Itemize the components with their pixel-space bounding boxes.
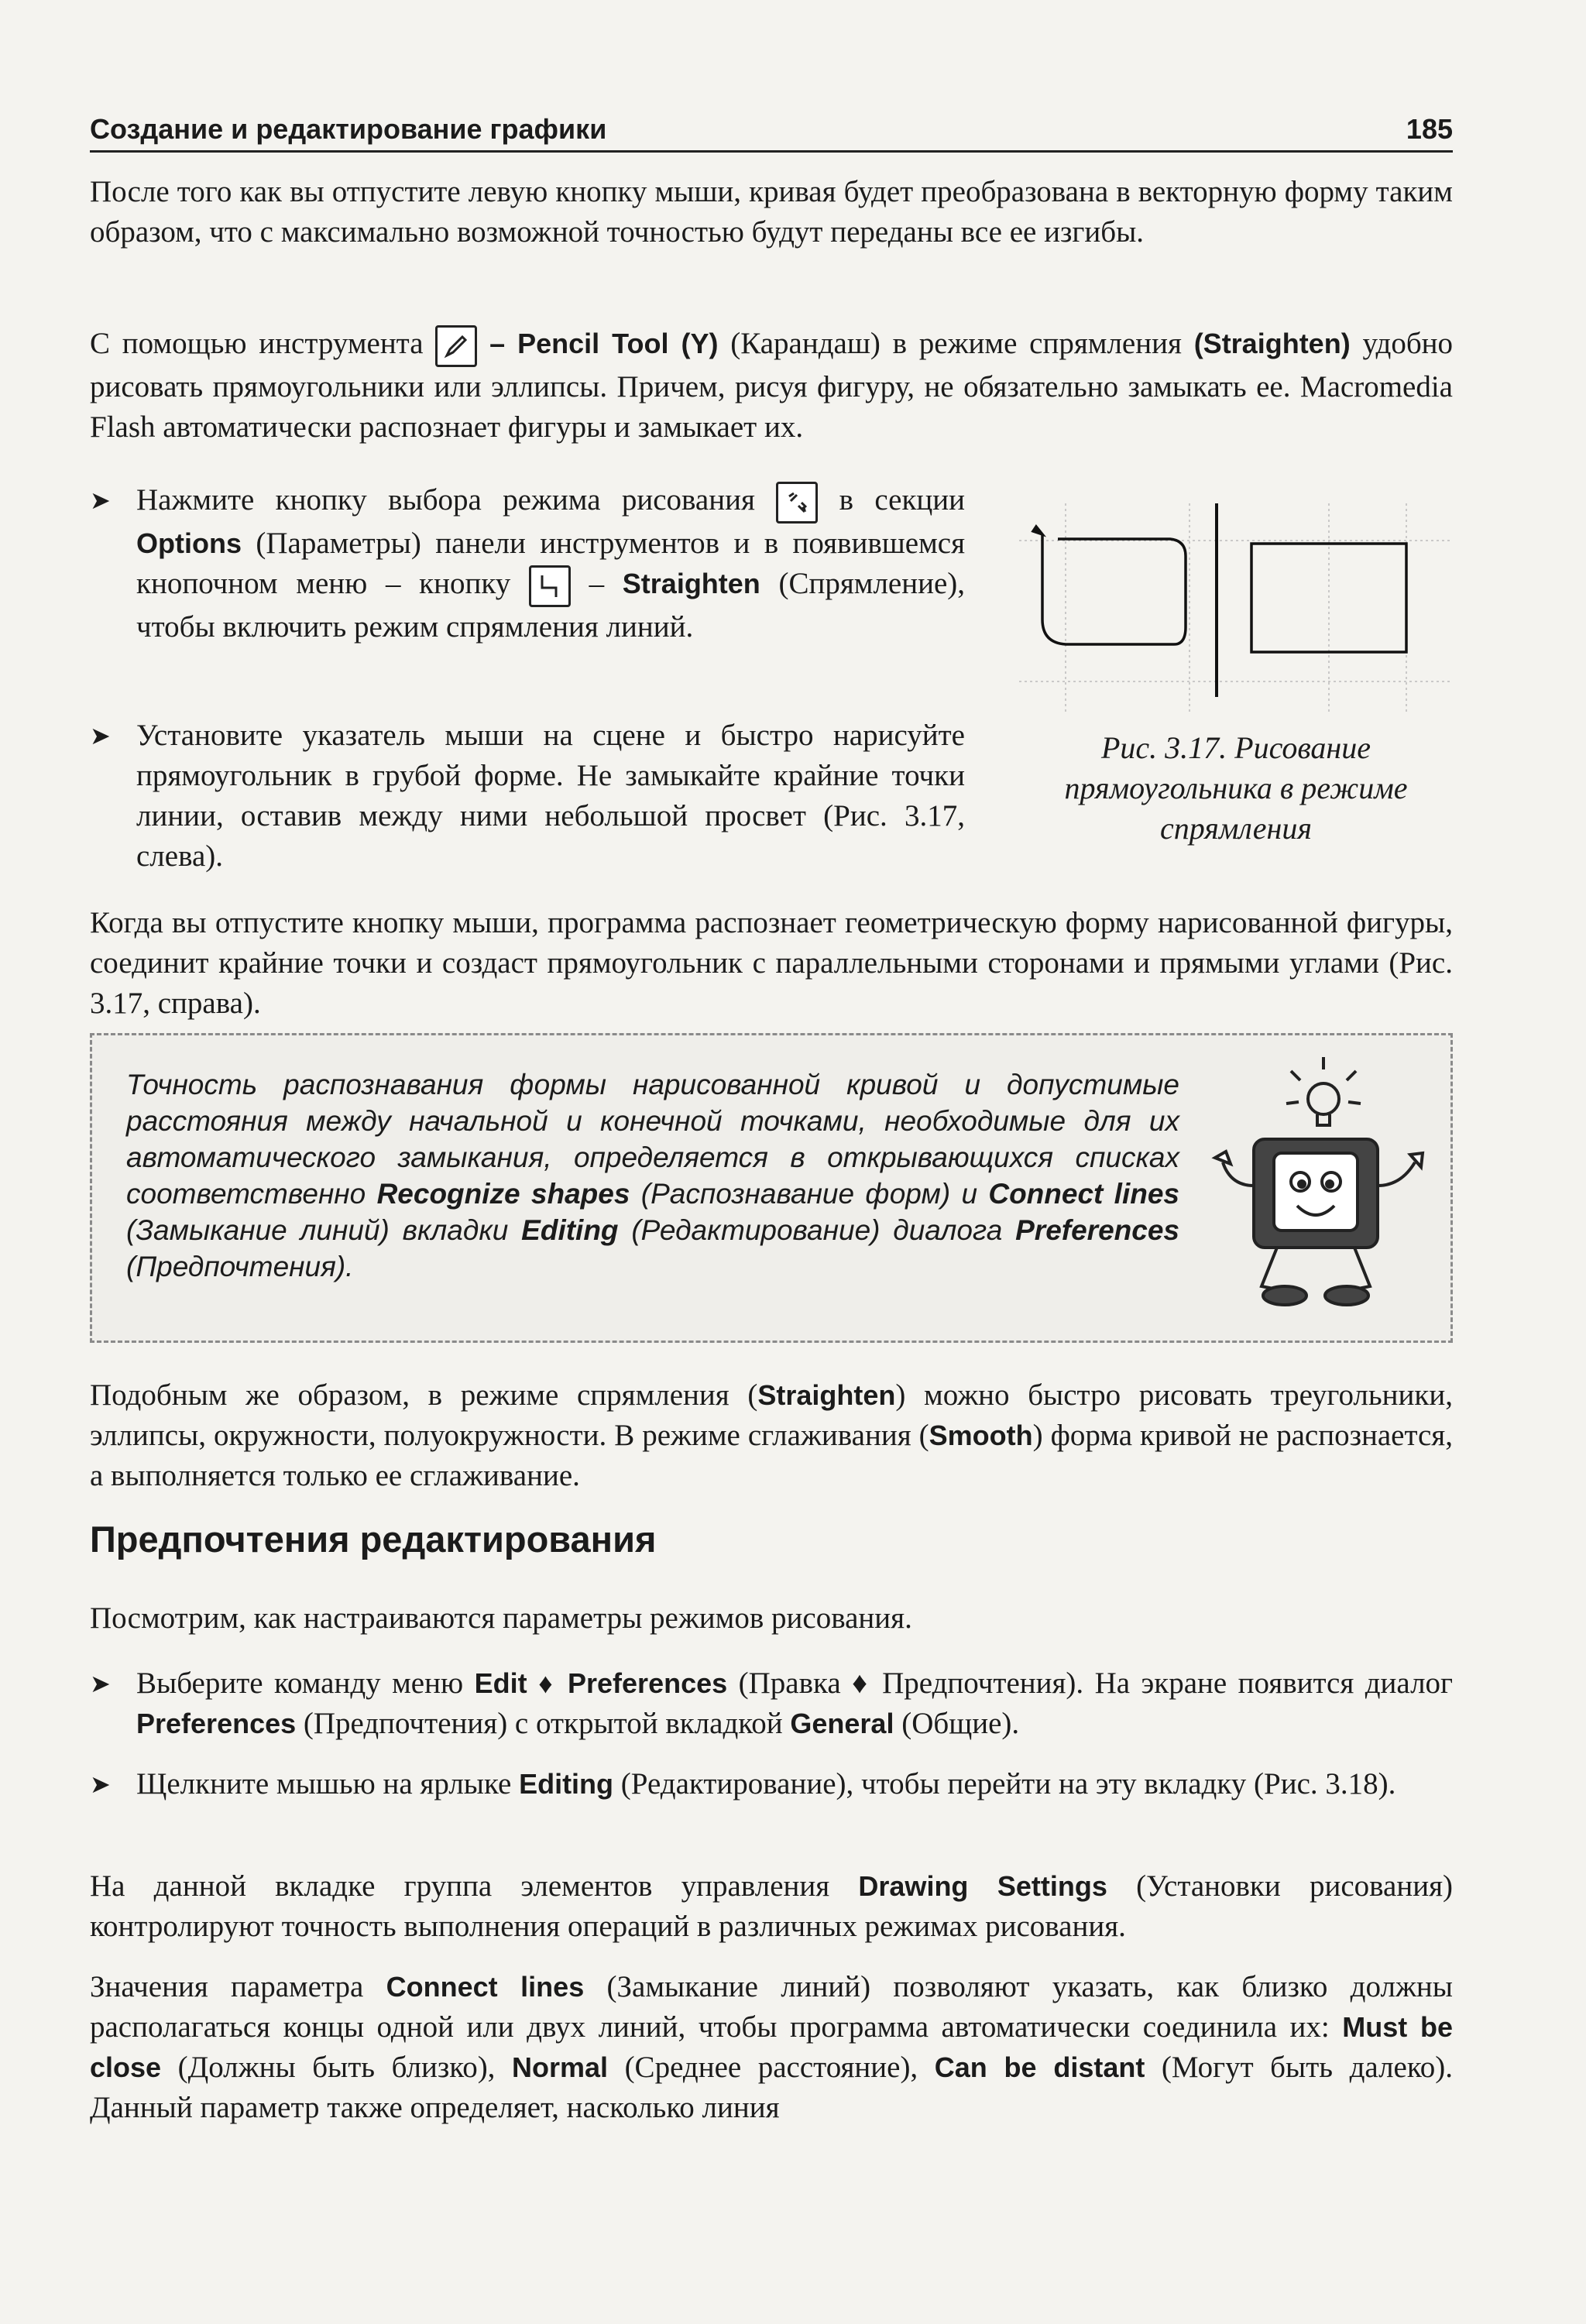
- p2-text-2: (Карандаш) в режиме спрямления: [730, 327, 1182, 360]
- pencil-tool-label: – Pencil Tool (Y): [489, 328, 719, 359]
- note-recognize: Recognize shapes: [376, 1178, 630, 1210]
- p7-connect: Connect lines: [386, 1971, 585, 2003]
- paragraph-2: [90, 324, 1453, 448]
- b3-t3: (Предпочтения) с открытой вкладкой: [303, 1707, 783, 1740]
- note-t5: (Предпочтения).: [126, 1251, 354, 1282]
- b4-t1: Щелкните мышью на ярлыке: [136, 1767, 512, 1800]
- bullet-arrow-icon: ➤: [90, 1770, 111, 1799]
- p2-text-1: С помощью инструмента: [90, 327, 424, 360]
- b1-text-2: в секции: [839, 483, 966, 517]
- paragraph-4: [90, 1375, 1453, 1496]
- paragraph-6: [90, 1866, 1453, 1947]
- pencil-tool-icon: [435, 325, 477, 367]
- bullet-4: [90, 1764, 1453, 1804]
- b1-options: Options: [136, 527, 242, 560]
- bullet-arrow-icon: ➤: [90, 1669, 111, 1698]
- running-header: [90, 113, 1453, 153]
- paragraph-3: Когда вы отпустите кнопку мыши, программа распознает геометрическую форму нарисованной фигуры, соединит крайние точки и создаст прямоугольник с параллельными сторонами и прямыми углами (Рис. 3.17, справа).: [90, 906, 1453, 1020]
- drawing-mode-icon: [776, 482, 818, 524]
- b1-text-5: (Спрямление), чтобы включить режим спрямления линий.: [136, 567, 966, 644]
- bullet-2: [90, 716, 965, 877]
- p4-t3: ) форма кривой не распознается, а выполняется только ее сглаживание.: [90, 1419, 1453, 1492]
- p7-t2: (Замыкание линий) позволяют указать, как близко должны располагаться концы одной или двух линий, чтобы программа автоматически соединила их:: [90, 1970, 1453, 2044]
- b4-t2: (Редактирование), чтобы перейти на эту вкладку (Рис. 3.18).: [620, 1767, 1396, 1800]
- p6-t1: На данной вкладке группа элементов управления: [90, 1869, 830, 1903]
- section-heading: Предпочтения редактирования: [90, 1519, 657, 1560]
- p7-normal: Normal: [511, 2051, 609, 2083]
- b3-t2: (Правка ♦ Предпочтения). На экране появится диалог: [738, 1667, 1454, 1700]
- figure-caption: Рис. 3.17. Рисование прямоугольника в режиме спрямления: [1064, 730, 1408, 846]
- b1-text-4: –: [589, 567, 605, 601]
- note-t1: Точность распознавания формы нарисованной кривой и допустимые расстояния между начальной и конечной точками, необходимые для их автоматического замыкания, определяется в открывающихся списках соответственно: [126, 1069, 1179, 1210]
- p4-t2: ) можно быстро рисовать треугольники, эллипсы, окружности, полуокружности. В режиме сглаживания (: [90, 1378, 1453, 1452]
- paragraph-7: [90, 1967, 1453, 2128]
- p2-text-3: удобно рисовать прямоугольники или эллипсы. Причем, рисуя фигуру, не обязательно замыкать ее. Macromedia Flash автоматически распознает фигуры и замыкает их.: [90, 327, 1454, 445]
- rough-rectangle: [1033, 527, 1186, 644]
- p7-t3: (Должны быть близко),: [177, 2051, 496, 2084]
- note-connect: Connect lines: [988, 1178, 1179, 1210]
- b4-editing: Editing: [519, 1768, 614, 1800]
- b3-prefs: Preferences: [136, 1708, 297, 1739]
- bullet-arrow-icon: ➤: [90, 721, 111, 750]
- p2-straighten: (Straighten): [1193, 328, 1351, 359]
- b3-general: General: [790, 1708, 894, 1739]
- p7-t1: Значения параметра: [90, 1970, 364, 2003]
- p4-straighten: Straighten: [757, 1379, 896, 1411]
- bullet-arrow-icon: ➤: [90, 486, 111, 515]
- note-t4: (Редактирование) диалога: [631, 1214, 1003, 1246]
- b1-text-3: (Параметры) панели инструментов и в появившемся кнопочном меню – кнопку: [136, 527, 966, 601]
- p7-t4: (Среднее расстояние),: [624, 2051, 918, 2084]
- b3-t1: Выберите команду меню: [136, 1667, 464, 1700]
- p7-must: Must be close: [90, 2011, 1453, 2083]
- bullet-3: [90, 1663, 1453, 1744]
- note-editing: Editing: [521, 1214, 619, 1246]
- p7-t5: (Могут быть далеко). Данный параметр также определяет, насколько линия: [90, 2051, 1454, 2124]
- note-prefs: Preferences: [1015, 1214, 1179, 1246]
- p4-t1: Подобным же образом, в режиме спрямления (: [90, 1378, 758, 1412]
- paragraph-5: Посмотрим, как настраиваются параметры режимов рисования.: [90, 1601, 912, 1635]
- note-t3: (Замыкание линий) вкладки: [126, 1214, 509, 1246]
- note-t2: (Распознавание форм) и: [640, 1178, 978, 1210]
- p7-can: Can be distant: [934, 2051, 1145, 2083]
- bullet-1: [90, 480, 965, 647]
- p6-t2: (Установки рисования) контролируют точность выполнения операций в различных режимах рисования.: [90, 1869, 1454, 1943]
- page-number: 185: [1406, 113, 1453, 145]
- b3-t4: (Общие).: [901, 1707, 1020, 1740]
- straighten-icon: [529, 565, 571, 607]
- b2-text: Установите указатель мыши на сцене и быстро нарисуйте прямоугольник в грубой форме. Не замыкайте крайние точки линии, оставив между ними небольшой просвет (Рис. 3.17, слева).: [136, 719, 965, 873]
- note-text: [126, 1066, 1179, 1285]
- p4-smooth: Smooth: [929, 1419, 1033, 1451]
- paragraph-1: После того как вы отпустите левую кнопку мыши, кривая будет преобразована в векторную форму таким образом, что с максимально возможной точностью будут переданы все ее изгибы.: [90, 175, 1453, 249]
- p6-drawing: Drawing Settings: [858, 1870, 1107, 1902]
- b3-menu: Edit ♦ Preferences: [474, 1667, 728, 1699]
- computer-mascot-icon: [1207, 1054, 1432, 1317]
- figure-3-17: [1019, 503, 1453, 712]
- b1-straighten: Straighten: [622, 568, 760, 600]
- note-box: [90, 1033, 1453, 1343]
- header-title: Создание и редактирование графики: [90, 113, 607, 145]
- b1-text-1: Нажмите кнопку выбора режима рисования: [136, 483, 755, 517]
